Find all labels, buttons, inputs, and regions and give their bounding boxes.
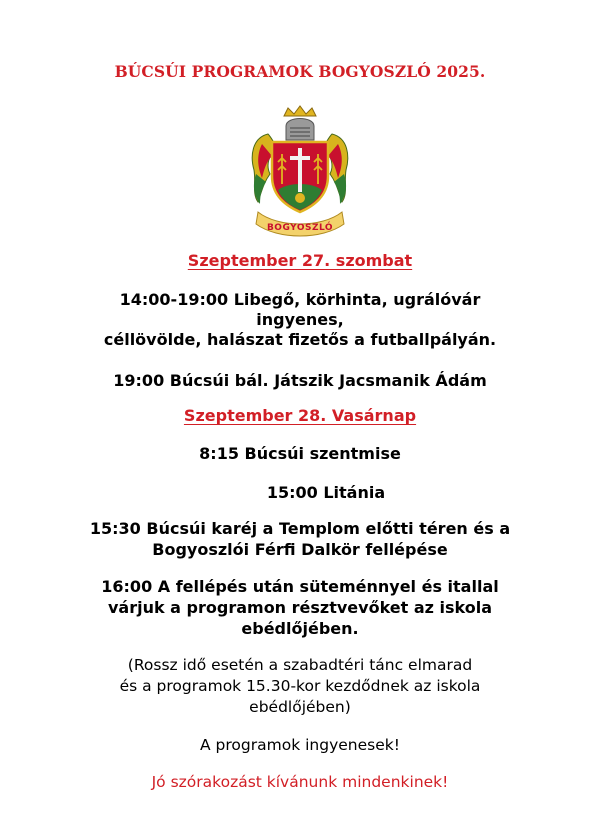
- day1-heading: Szeptember 27. szombat: [187, 251, 413, 270]
- coat-of-arms-icon: [248, 104, 352, 240]
- day2-program1: 8:15 Búcsúi szentmise: [199, 444, 401, 463]
- day2-heading: Szeptember 28. Vasárnap: [183, 406, 417, 425]
- day2-program4-line3: ebédlőjében.: [241, 619, 359, 638]
- day1-program1-line2: ingyenes,: [256, 310, 344, 329]
- weather-note-line3: ebédlőjében): [249, 698, 351, 716]
- crest-banner-text: BOGYOSZLÓ: [266, 223, 334, 233]
- free-notice: A programok ingyenesek!: [200, 736, 400, 754]
- day2-program2: 15:00 Litánia: [266, 483, 386, 502]
- page-title: BÚCSÚI PROGRAMOK BOGYOSZLÓ 2025.: [114, 62, 486, 81]
- weather-note-line2: és a programok 15.30-kor kezdődnek az iskola: [119, 677, 481, 695]
- day2-program4-line1: 16:00 A fellépés után süteménnyel és itallal: [101, 577, 499, 596]
- day1-program1-line1: 14:00-19:00 Libegő, körhinta, ugrálóvár: [119, 290, 481, 309]
- day2-program3-line2: Bogyoszlói Férfi Dalkör fellépése: [152, 540, 448, 559]
- day2-program3-line1: 15:30 Búcsúi karéj a Templom előtti téren és a: [89, 519, 511, 538]
- day1-program2: 19:00 Búcsúi bál. Játszik Jacsmanik Ádám: [113, 371, 487, 390]
- closing-message: Jó szórakozást kívánunk mindenkinek!: [151, 773, 449, 791]
- day2-program4-line2: várjuk a programon résztvevőket az iskola: [107, 598, 493, 617]
- weather-note-line1: (Rossz idő esetén a szabadtéri tánc elmarad: [127, 656, 473, 674]
- day1-program1-line3: céllövölde, halászat fizetős a futballpályán.: [103, 330, 497, 349]
